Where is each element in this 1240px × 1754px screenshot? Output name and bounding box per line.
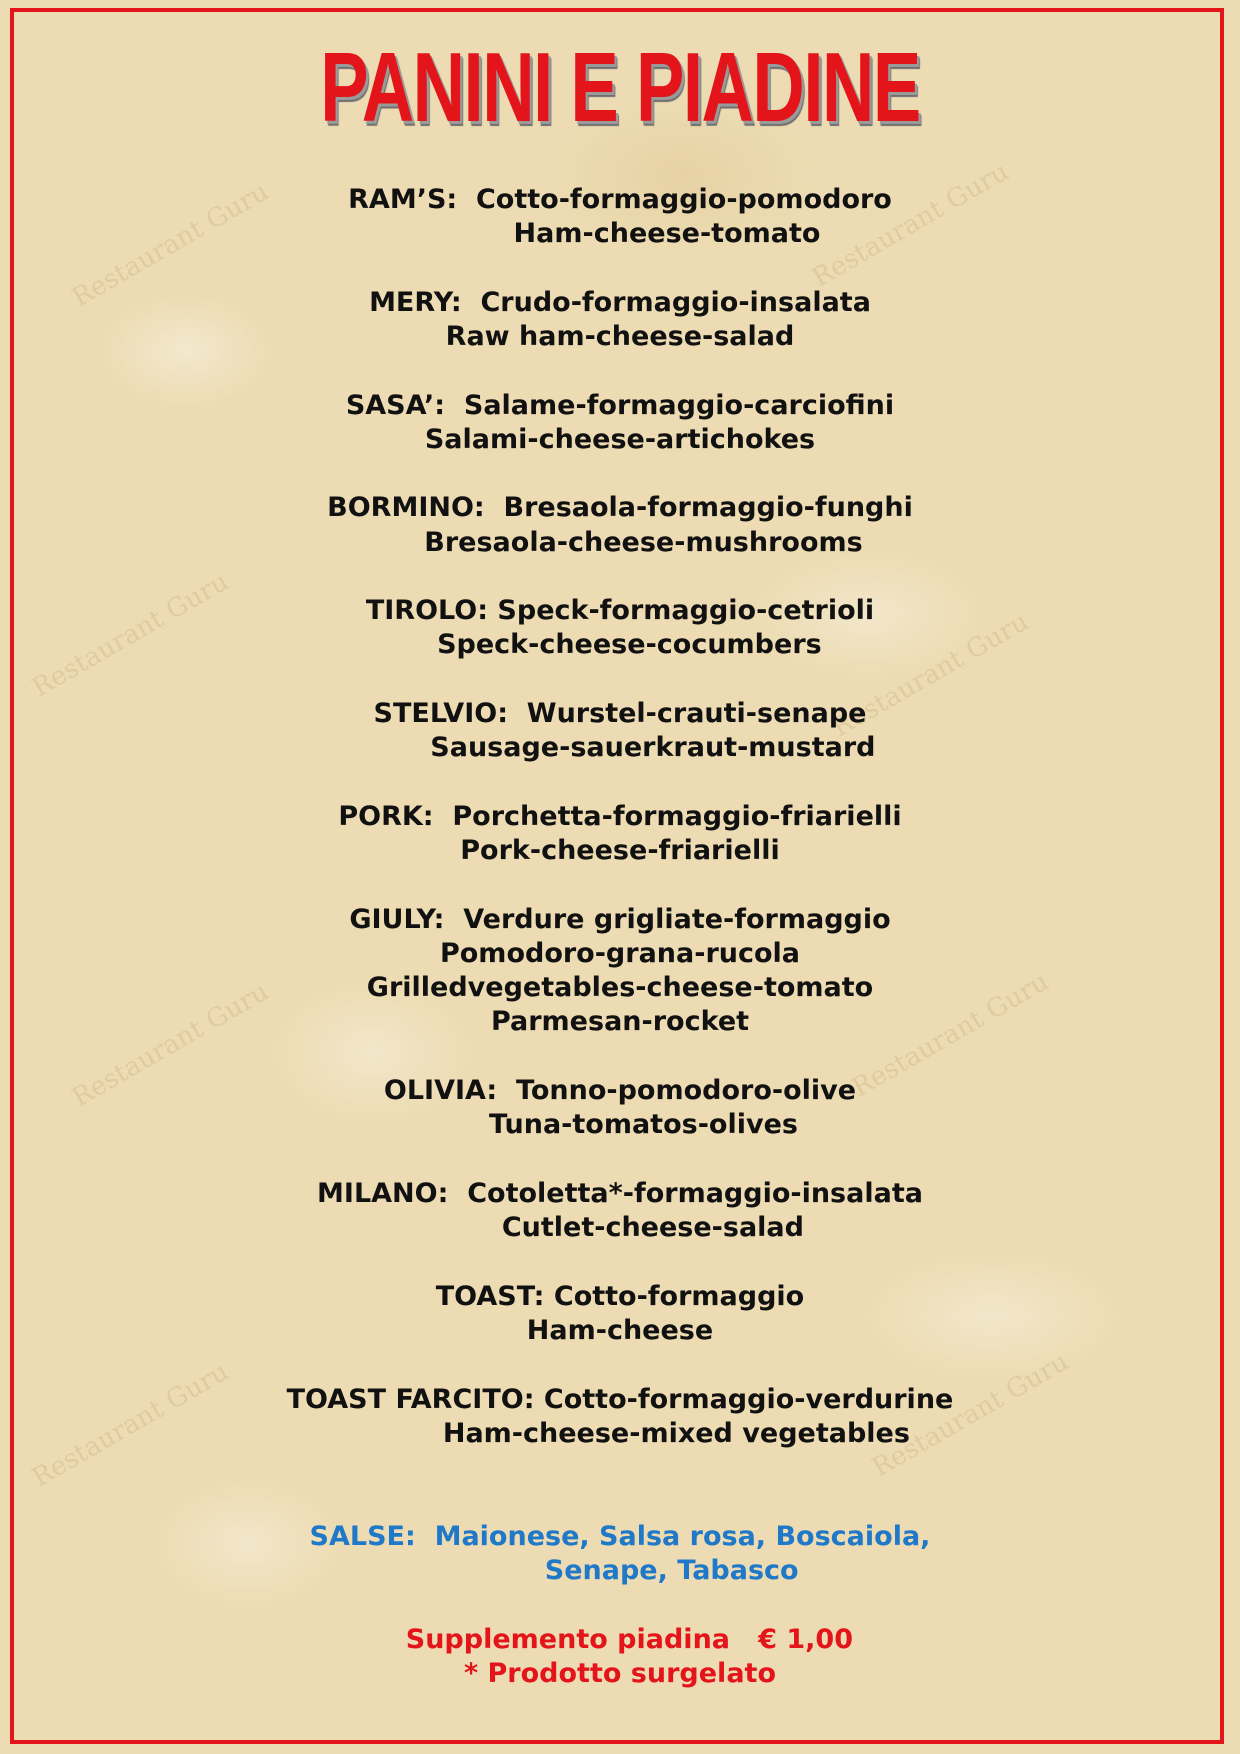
item-toast-name: TOAST: Cotto-formaggio (435, 1281, 805, 1312)
watermark: Restaurant Guru (27, 566, 234, 704)
watermark: Restaurant Guru (867, 1346, 1074, 1484)
item-mery-english: Raw ham-cheese-salad (445, 321, 795, 352)
watermark: Restaurant Guru (827, 606, 1034, 744)
item-sasa-name: SASA’: Salame-formaggio-carciofini (345, 390, 895, 421)
item-bormino-english: Bresaola-cheese-mushrooms (377, 527, 863, 558)
piadina-supplement: Supplemento piadina € 1,00 (386, 1624, 854, 1655)
item-giuly-name-2: Pomodoro-grana-rucola (439, 938, 801, 969)
item-stelvio-english: Sausage-sauerkraut-mustard (364, 732, 876, 763)
watermark: Restaurant Guru (67, 176, 274, 314)
item-toast-farcito-english: Ham-cheese-mixed vegetables (330, 1418, 910, 1449)
watermark: Restaurant Guru (807, 156, 1014, 294)
item-tirolo-name: TIROLO: Speck-formaggio-cetrioli (365, 595, 875, 626)
item-pork-name: PORK: Porchetta-formaggio-friarielli (338, 801, 902, 832)
red-border-frame (10, 8, 1224, 1744)
item-mery-name: MERY: Crudo-formaggio-insalata (369, 287, 871, 318)
item-giuly-english-2: Parmesan-rocket (490, 1006, 750, 1037)
item-olivia-name: OLIVIA: Tonno-pomodoro-olive (383, 1075, 857, 1106)
sauces-line-2: Senape, Tabasco (441, 1555, 799, 1586)
item-sasa-english: Salami-cheese-artichokes (424, 424, 816, 455)
item-rams-name: RAM’S: Cotto-formaggio-pomodoro (348, 184, 892, 215)
item-bormino-name: BORMINO: Bresaola-formaggio-funghi (327, 492, 913, 523)
item-pork-english: Pork-cheese-friarielli (460, 835, 780, 866)
item-giuly-name: GIULY: Verdure grigliate-formaggio (349, 904, 891, 935)
watermark: Restaurant Guru (27, 1356, 234, 1494)
watermark: Restaurant Guru (67, 976, 274, 1114)
item-toast-farcito-name: TOAST FARCITO: Cotto-formaggio-verdurine (286, 1384, 954, 1415)
sauces-line: SALSE: Maionese, Salsa rosa, Boscaiola, (309, 1521, 931, 1552)
item-toast-english: Ham-cheese (526, 1315, 714, 1346)
item-giuly-english: Grilledvegetables-cheese-tomato (366, 972, 874, 1003)
item-olivia-english: Tuna-tomatos-olives (442, 1109, 798, 1140)
item-stelvio-name: STELVIO: Wurstel-crauti-senape (373, 698, 867, 729)
item-tirolo-english: Speck-cheese-cocumbers (418, 629, 822, 660)
item-milano-english: Cutlet-cheese-salad (436, 1212, 804, 1243)
page-title: PANINI E PIADINE (320, 32, 920, 142)
item-milano-name: MILANO: Cotoletta*-formaggio-insalata (317, 1178, 923, 1209)
watermark: Restaurant Guru (847, 966, 1054, 1104)
frozen-product-note: * Prodotto surgelato (464, 1658, 776, 1689)
item-rams-english: Ham-cheese-tomato (419, 218, 821, 249)
